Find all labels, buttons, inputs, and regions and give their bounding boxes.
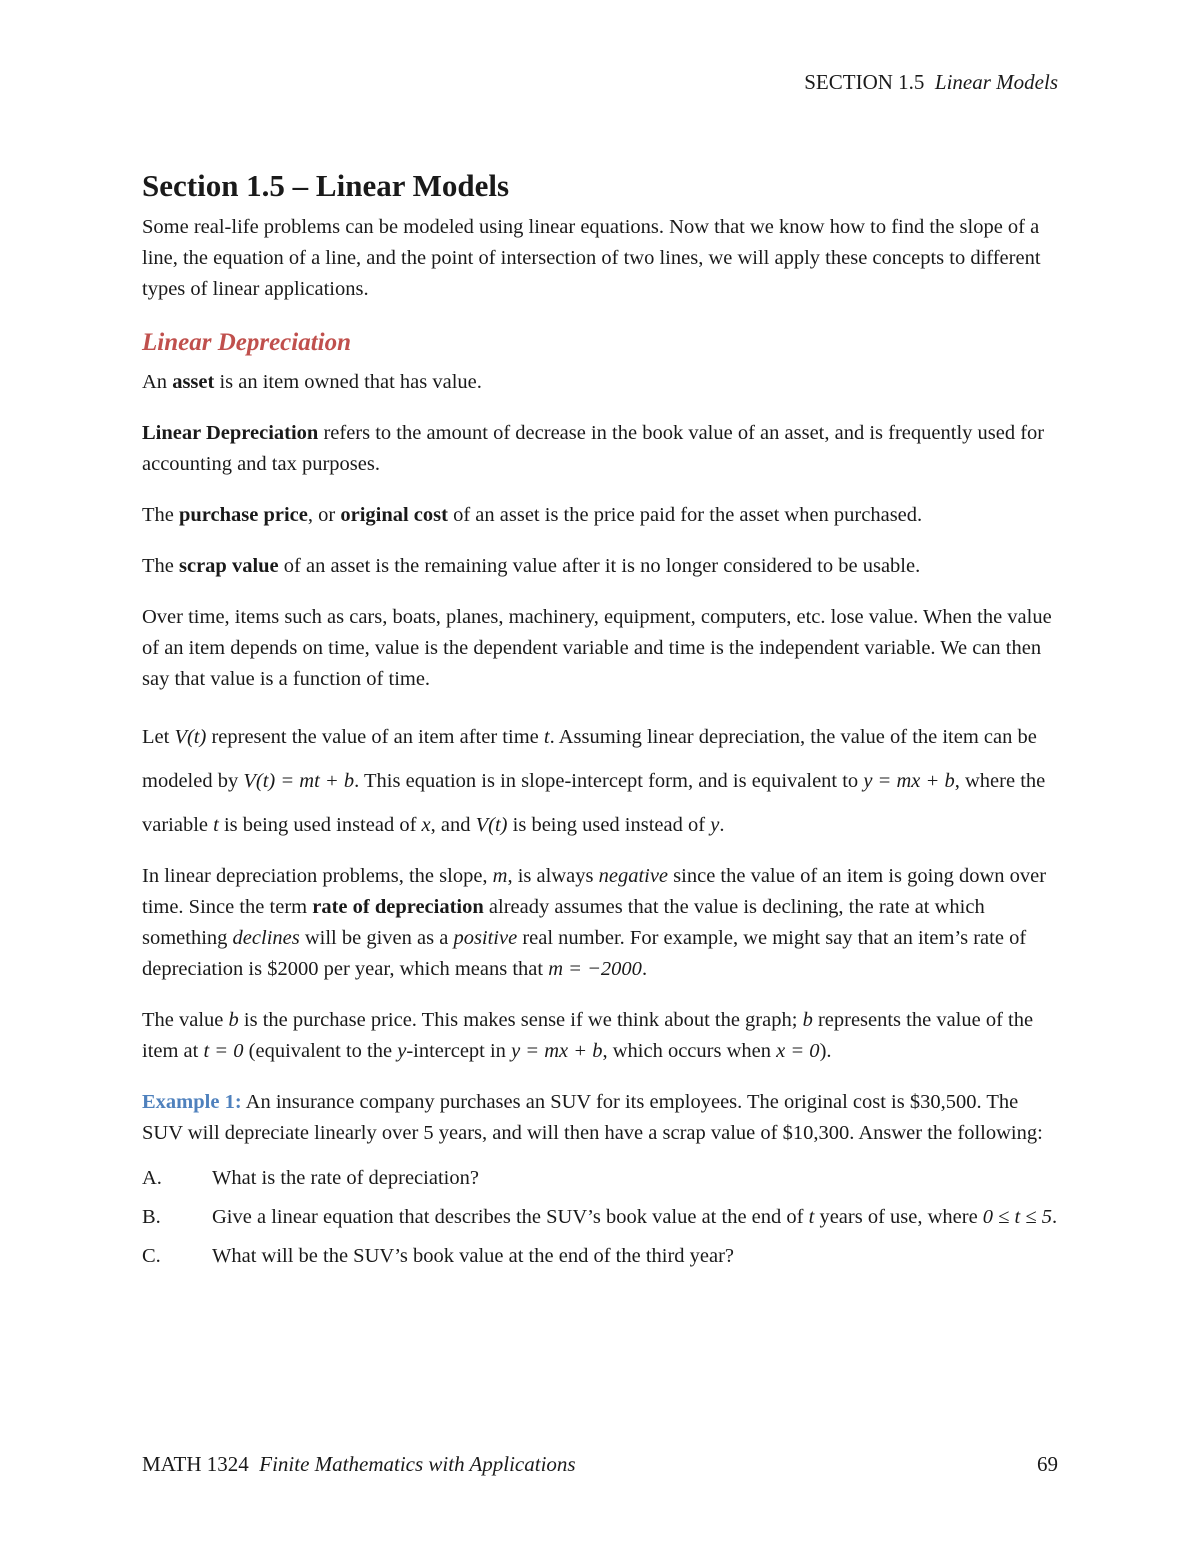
math-expression: 0 ≤ t ≤ 5 bbox=[982, 1206, 1052, 1228]
header-section: SECTION 1.5 bbox=[804, 70, 925, 94]
scrap-value-definition bbox=[142, 551, 1062, 582]
term-scrap-value: scrap value bbox=[179, 555, 279, 577]
math-expression: t bbox=[543, 726, 550, 748]
text-span: In linear depreciation problems, the slope, bbox=[142, 865, 493, 887]
overtime-paragraph: Over time, items such as cars, boats, planes, machinery, equipment, computers, etc. lose value. When the value of an item depends on time, value is the dependent variable and time is the independent variable. We can then say that value is a function of time. bbox=[142, 606, 1052, 690]
text-span: . bbox=[641, 958, 648, 980]
text-span: -intercept in bbox=[406, 1040, 512, 1062]
math-expression: t = 0 bbox=[203, 1040, 244, 1062]
emphasis-negative: negative bbox=[598, 865, 669, 887]
example-1 bbox=[142, 1087, 1062, 1149]
depreciation-definition bbox=[142, 418, 1062, 480]
list-item bbox=[142, 1241, 1062, 1272]
page-number: 69 bbox=[1037, 1452, 1058, 1476]
text-span: represents the value of the item at bbox=[142, 1009, 1034, 1062]
text-span: . bbox=[1052, 1206, 1058, 1228]
text-span: The bbox=[142, 504, 179, 526]
page-body bbox=[142, 166, 1062, 1280]
text-span: of an asset is the remaining value after it is no longer considered to be usable. bbox=[278, 555, 921, 577]
emphasis-declines: declines bbox=[232, 927, 300, 949]
text-span: is being used instead of bbox=[507, 814, 711, 836]
part-text: What is the rate of depreciation? bbox=[212, 1167, 479, 1189]
text-span: Give a linear equation that describes the SUV’s book value at the end of bbox=[212, 1206, 809, 1228]
math-expression: m = −2000 bbox=[548, 958, 642, 980]
math-expression: t bbox=[213, 814, 219, 836]
text-span: Let bbox=[142, 726, 175, 748]
intro-paragraph: Some real-life problems can be modeled using linear equations. Now that we know how to find the slope of a line, the equation of a line, and the point of intersection of two lines, we will apply these concepts to different types of linear applications. bbox=[142, 216, 1041, 300]
text-span: . This equation is in slope-intercept form, and is equivalent to bbox=[354, 770, 864, 792]
text-span: (equivalent to the bbox=[243, 1040, 398, 1062]
part-text bbox=[212, 1202, 1062, 1233]
text-span: , where the variable bbox=[142, 770, 1046, 836]
example-label: Example 1: bbox=[142, 1091, 242, 1113]
text-span: refers to the amount of decrease in the book value of an asset, and is frequently used for accounting and tax purposes. bbox=[142, 422, 1045, 475]
text-span: . Assuming linear depreciation, the value of the item can be modeled by bbox=[142, 726, 1037, 792]
part-letter: C. bbox=[142, 1245, 161, 1267]
example-parts-list bbox=[142, 1163, 1062, 1272]
text-span: since the value of an item is going down over time. Since the term bbox=[142, 865, 1047, 918]
text-span: years of use, where bbox=[814, 1206, 983, 1228]
text-span: , is always bbox=[507, 865, 599, 887]
math-expression: t bbox=[808, 1206, 815, 1228]
text-span: , which occurs when bbox=[602, 1040, 777, 1062]
math-expression: y = mx + b bbox=[863, 770, 955, 792]
text-span: of an asset is the price paid for the asset when purchased. bbox=[447, 504, 923, 526]
emphasis-positive: positive bbox=[453, 927, 518, 949]
math-expression: b bbox=[802, 1009, 813, 1031]
part-text: What will be the SUV’s book value at the end of the third year? bbox=[212, 1245, 735, 1267]
example-text: An insurance company purchases an SUV for its employees. The original cost is $30,500. The SUV will depreciate linearly over 5 years, and will then have a scrap value of $10,300. Answer the following: bbox=[142, 1091, 1043, 1144]
math-expression: y bbox=[710, 814, 720, 836]
text-span: ). bbox=[819, 1040, 832, 1062]
page-footer bbox=[142, 1452, 1058, 1477]
text-span: , or bbox=[307, 504, 341, 526]
asset-definition bbox=[142, 367, 1062, 398]
text-span: , and bbox=[430, 814, 476, 836]
subheading-linear-depreciation: Linear Depreciation bbox=[142, 329, 352, 356]
value-function-paragraph bbox=[142, 715, 1062, 847]
text-span: represent the value of an item after time bbox=[206, 726, 544, 748]
part-letter: A. bbox=[142, 1167, 162, 1189]
text-span: is the purchase price. This makes sense if we think about the graph; bbox=[238, 1009, 803, 1031]
math-expression: y = mx + b bbox=[511, 1040, 603, 1062]
list-item bbox=[142, 1163, 1062, 1194]
b-value-paragraph bbox=[142, 1005, 1062, 1067]
text-span: already assumes that the value is declining, the rate at which something bbox=[142, 896, 985, 949]
math-expression: b bbox=[228, 1009, 239, 1031]
header-section-title: Linear Models bbox=[934, 70, 1058, 94]
footer-course bbox=[142, 1452, 576, 1477]
term-linear-depreciation: Linear Depreciation bbox=[142, 422, 319, 444]
text-span: An bbox=[142, 371, 173, 393]
text-span: . bbox=[719, 814, 725, 836]
course-title: Finite Mathematics with Applications bbox=[259, 1452, 576, 1476]
term-original-cost: original cost bbox=[340, 504, 448, 526]
math-expression: V(t) = mt + b bbox=[243, 770, 355, 792]
math-expression: V(t) bbox=[475, 814, 508, 836]
text-span: The value bbox=[142, 1009, 229, 1031]
page-title: Section 1.5 – Linear Models bbox=[142, 168, 510, 203]
text-span: will be given as a bbox=[299, 927, 454, 949]
term-asset: asset bbox=[172, 371, 215, 393]
slope-paragraph bbox=[142, 861, 1062, 985]
math-expression: V(t) bbox=[174, 726, 207, 748]
running-header bbox=[804, 70, 1058, 95]
math-expression: x = 0 bbox=[776, 1040, 820, 1062]
course-code: MATH 1324 bbox=[142, 1452, 249, 1476]
text-span: The bbox=[142, 555, 179, 577]
text-span: real number. For example, we might say that an item’s rate of depreciation is $2000 per year, which means that bbox=[142, 927, 1027, 980]
math-expression: x bbox=[421, 814, 431, 836]
math-expression: m bbox=[492, 865, 508, 887]
term-rate-of-depreciation: rate of depreciation bbox=[312, 896, 484, 918]
purchase-price-definition bbox=[142, 500, 1062, 531]
list-item bbox=[142, 1202, 1062, 1233]
term-purchase-price: purchase price bbox=[179, 504, 308, 526]
text-span: is being used instead of bbox=[218, 814, 422, 836]
text-span: is an item owned that has value. bbox=[214, 371, 482, 393]
part-letter: B. bbox=[142, 1206, 161, 1228]
math-expression: y bbox=[397, 1040, 407, 1062]
